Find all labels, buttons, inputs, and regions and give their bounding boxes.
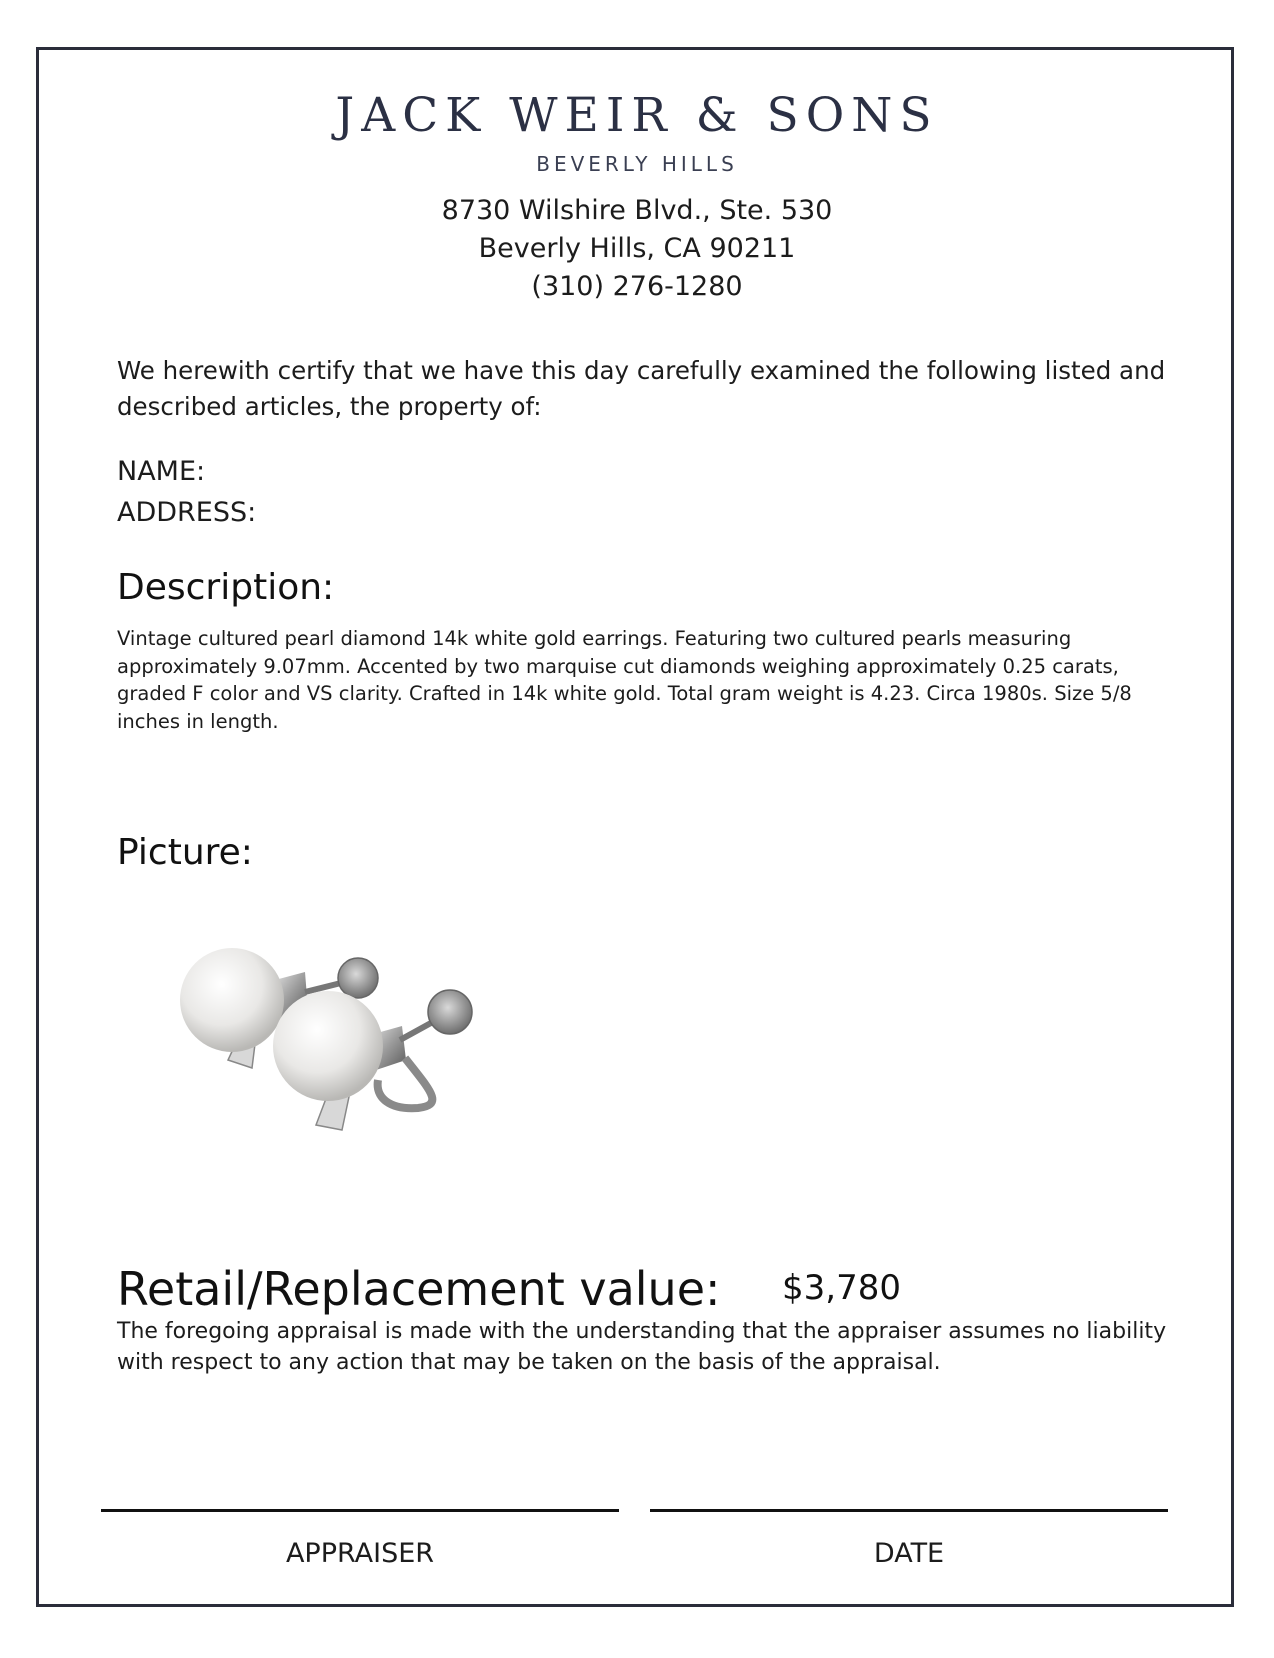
replacement-value-amount: $3,780 <box>782 1268 901 1308</box>
phone-number: (310) 276-1280 <box>531 271 743 302</box>
appraiser-signature-line <box>101 1509 619 1512</box>
brand-logo-city: BEVERLY HILLS <box>536 152 738 176</box>
description-text: Vintage cultured pearl diamond 14k white gold earrings. Featuring two cultured pearls measuring approximately 9.07mm. Accented by two marquise cut diamonds weighing approximately 0.25 carats, graded F color and VS clarity. Crafted in 14k white gold. Total gram weight is 4.23. Circa 1980s. Size 5/8 inches in length. <box>117 627 1132 733</box>
description-heading: Description: <box>117 567 335 608</box>
picture-heading: Picture: <box>117 832 253 873</box>
address-label: ADDRESS: <box>117 497 257 528</box>
name-label: NAME: <box>117 456 206 487</box>
appraisal-disclaimer: The foregoing appraisal is made with the understanding that the appraiser assumes no liability with respect to any action that may be taken on the basis of the appraisal. <box>117 1319 1167 1375</box>
date-signature-line <box>650 1509 1168 1512</box>
address-line-1: 8730 Wilshire Blvd., Ste. 530 <box>441 195 833 226</box>
brand-logo-name: JACK WEIR & SONS <box>335 88 939 143</box>
replacement-value-label: Retail/Replacement value: <box>117 1262 721 1316</box>
certification-statement: We herewith certify that we have this day carefully examined the following listed and described articles, the property of: <box>117 356 1166 421</box>
address-line-2: Beverly Hills, CA 90211 <box>478 233 796 264</box>
pearl-earrings-photo <box>180 940 510 1190</box>
date-label: DATE <box>873 1538 945 1569</box>
appraiser-label: APPRAISER <box>285 1538 435 1569</box>
